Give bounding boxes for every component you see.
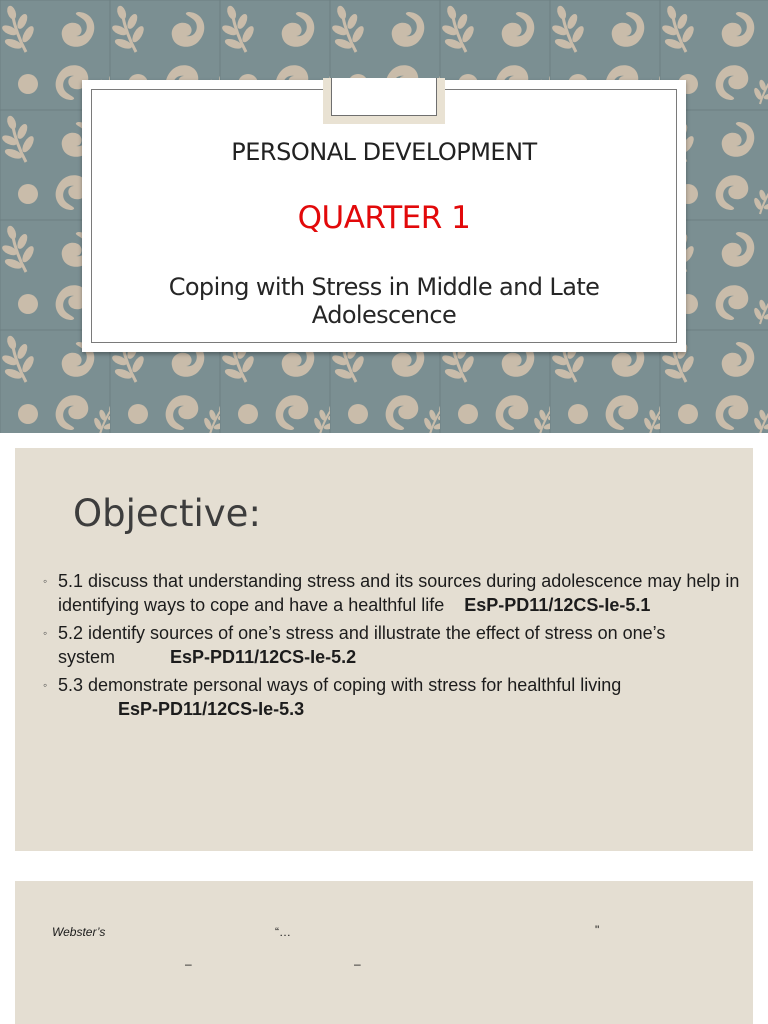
title-card-tab — [323, 78, 445, 124]
source-label: Webster’s — [52, 925, 106, 939]
objective-text: 5.1 discuss that understanding stress and its sources during adolescence may help in identifying ways to cope and have a healthful life — [58, 571, 740, 615]
objective-code: EsP-PD11/12CS-Ie-5.2 — [170, 646, 357, 667]
objectives-heading: Objective: — [73, 492, 261, 535]
objective-item — [43, 570, 743, 617]
title-card-tab-inner — [331, 78, 437, 116]
definition-slide — [15, 881, 753, 1024]
objective-item — [43, 622, 743, 669]
circle-bullet-icon: ◦ — [43, 626, 48, 640]
circle-bullet-icon: ◦ — [43, 678, 48, 692]
dash-mark: – — [185, 957, 192, 971]
subject-title: PERSONAL DEVELOPMENT — [231, 138, 537, 166]
topic-title — [122, 273, 646, 329]
quote-open: “… — [275, 925, 291, 939]
objective-text: 5.3 demonstrate personal ways of coping with stress for healthful living — [58, 675, 622, 695]
topic-title-line2: Adolescence — [311, 301, 457, 329]
objective-code: EsP-PD11/12CS-Ie-5.1 — [464, 594, 651, 615]
quarter-title: QUARTER 1 — [297, 200, 471, 236]
objectives-list — [43, 570, 743, 726]
objective-code: EsP-PD11/12CS-Ie-5.3 — [118, 698, 305, 719]
title-slide — [0, 0, 768, 433]
objective-item — [43, 674, 743, 721]
quote-close: " — [595, 923, 600, 937]
objective-text: 5.2 identify sources of one’s stress and illustrate the effect of stress on one’s system — [58, 623, 666, 667]
topic-title-line1: Coping with Stress in Middle and Late — [168, 273, 600, 301]
title-card — [82, 80, 686, 352]
objectives-slide — [15, 448, 753, 851]
circle-bullet-icon: ◦ — [43, 574, 48, 588]
dash-mark: – — [354, 957, 361, 971]
